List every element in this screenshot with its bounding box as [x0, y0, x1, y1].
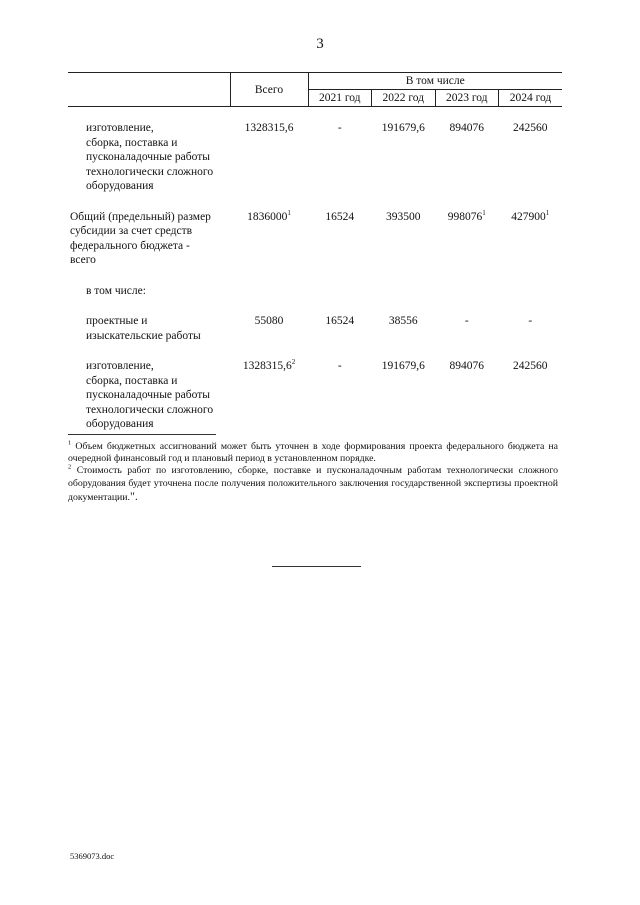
- document-reference: 5369073.doc: [70, 851, 115, 861]
- row-label: Общий (предельный) размер субсидии за счет средств федерального бюджета - всего: [70, 210, 211, 266]
- row-total: 1836000$^1$: [247, 208, 291, 223]
- row-value-2021: -: [337, 122, 342, 134]
- row-total: 55080: [254, 315, 284, 327]
- row-label: в том числе:: [86, 284, 146, 297]
- table-row: [68, 121, 562, 210]
- footnote-mark: 2: [68, 464, 72, 472]
- footnote-text: Стоимость работ по изготовлению, сборке, поставке и пусконаладочным работам технологически сложного оборудования будет уточнена после получения положительного заключения государственной экспертизы проектной документации.: [68, 465, 558, 503]
- header-year-2021: 2021 год: [308, 90, 372, 107]
- footnotes: [68, 441, 558, 504]
- footnote-2: [68, 465, 558, 504]
- row-value-2022: 393500: [386, 210, 421, 223]
- header-group: В том числе: [308, 73, 562, 90]
- row-value-2022: 191679,6: [381, 360, 425, 372]
- footnote-divider: [68, 434, 216, 435]
- footnote-ref: 1: [545, 208, 550, 217]
- row-value-2021: -: [337, 360, 342, 372]
- row-value-2024: 242560: [513, 122, 548, 134]
- table-row: [68, 210, 562, 284]
- row-value-2023: -: [464, 315, 469, 327]
- row-value-2021: 16524: [325, 315, 355, 327]
- row-value-2023: 894076: [449, 360, 484, 372]
- row-value-2024: 242560: [513, 360, 548, 372]
- row-value-2023: 894076: [449, 122, 484, 134]
- footnote-ref: 1: [287, 208, 291, 217]
- footnote-text: Объем бюджетных ассигнований может быть уточнен в ходе формирования проекта федерального бюджета на очередной финансовый год и плановый период в установленном порядке.: [68, 441, 559, 465]
- row-value-2022: 38556: [388, 315, 418, 327]
- table-row: [68, 284, 562, 315]
- row-label: изготовление, сборка, поставка и пусконаладочные работы технологически сложного оборудования: [86, 360, 214, 430]
- header-name-cell: [68, 73, 230, 107]
- row-value-2021: 16524: [325, 210, 355, 223]
- row-value-2022: 191679,6: [381, 122, 425, 134]
- row-label: проектные и изыскательские работы: [86, 315, 201, 342]
- footnote-ref: 2: [291, 358, 296, 367]
- closing-quote: ".: [130, 488, 138, 503]
- row-value-2024: -: [528, 315, 533, 327]
- end-of-document-rule: [272, 566, 361, 567]
- footnote-mark: 1: [68, 439, 72, 447]
- row-total: 1328315,6: [244, 122, 294, 134]
- footnote-ref: 1: [482, 208, 486, 217]
- header-year-2024: 2024 год: [499, 90, 563, 107]
- header-row-group: [68, 73, 562, 90]
- header-year-2022: 2022 год: [372, 90, 436, 107]
- row-total: 1328315,6$^2$: [242, 358, 296, 372]
- header-year-2023: 2023 год: [435, 90, 499, 107]
- footnote-1: [68, 441, 558, 465]
- row-label: изготовление, сборка, поставка и пусконаладочные работы технологически сложного оборудования: [86, 122, 214, 192]
- page-number: 3: [316, 36, 324, 52]
- table-spacer: [68, 107, 562, 122]
- budget-table: [68, 72, 562, 432]
- table-row: [68, 359, 562, 432]
- table-header: [68, 73, 562, 107]
- table-row: [68, 314, 562, 359]
- row-value-2024: 427900$^1$: [511, 208, 550, 223]
- row-value-2023: 998076$^1$: [447, 208, 486, 223]
- table-body: [68, 107, 562, 432]
- header-total: Всего: [230, 73, 308, 107]
